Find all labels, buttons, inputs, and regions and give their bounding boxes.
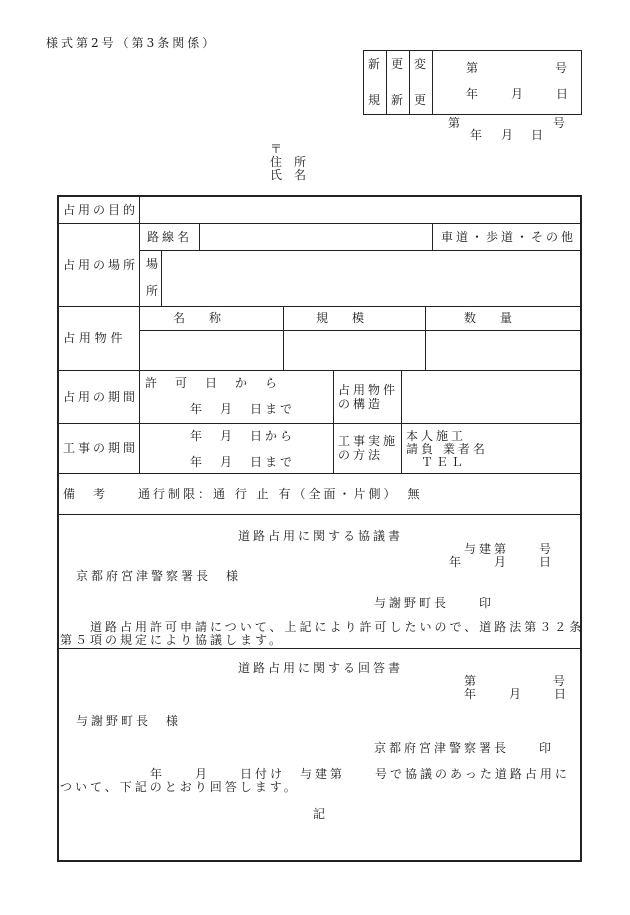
method-label-2: の方法 <box>338 448 384 462</box>
reply-sender: 京都府宮津警察署長 印 <box>374 741 555 755</box>
address-label: 住 所 <box>270 155 307 169</box>
consult-sender: 与謝野町長 印 <box>374 596 495 610</box>
contractor-name: 請負 業者名 <box>406 442 488 456</box>
reply-number-dai: 第 <box>464 674 477 688</box>
reply-ki: 記 <box>313 807 326 821</box>
form-number-label: 様式第2号（第3条関係） <box>46 36 218 50</box>
consult-title: 道路占用に関する協議書 <box>238 529 404 543</box>
period-label: 占用の期間 <box>63 390 139 404</box>
remarks-row: 備 考 通行制限：通 行 止 有（全面・片側） 無 <box>63 487 423 501</box>
structure-label-2: の構造 <box>338 397 384 411</box>
reply-body-2: ついて、下記のとおり回答します。 <box>60 780 299 794</box>
method-label-1: 工事実施 <box>338 434 399 448</box>
reply-number-go: 号 <box>553 674 566 688</box>
header-date-day: 日 <box>531 128 544 142</box>
col-scale-header: 規 模 <box>316 311 371 325</box>
purpose-label: 占用の目的 <box>63 203 139 217</box>
header-number-dai: 第 <box>448 116 461 130</box>
stamp-new-1: 新 <box>368 57 381 71</box>
item-label: 占 用 物 件 <box>63 331 123 345</box>
contractor-self: 本人施工 <box>406 429 467 443</box>
col-quantity-header: 数 量 <box>464 311 519 325</box>
stamp-renew-1: 更 <box>391 57 404 71</box>
route-name-label: 路線名 <box>147 230 193 244</box>
consult-body-1: 道路占用許可申請について、上記により許可したいので、道路法第３２条 <box>90 620 585 634</box>
postal-mark: 〒 <box>270 142 283 156</box>
name-label: 氏 名 <box>270 168 307 182</box>
reply-date: 年 月 日 <box>464 687 570 701</box>
stamp-date-year: 年 <box>466 87 479 101</box>
place-ba: 場 <box>146 257 159 271</box>
stamp-number-dai: 第 <box>466 61 479 75</box>
place-sho: 所 <box>146 284 159 298</box>
reply-recipient: 与謝野町長 様 <box>76 714 182 728</box>
contractor-tel: ＴＥＬ <box>421 455 467 469</box>
reply-title: 道路占用に関する回答書 <box>238 661 404 675</box>
road-part-label: 車道・歩道・その他 <box>441 230 577 244</box>
place-label: 占用の場所 <box>63 258 139 272</box>
stamp-renew-2: 新 <box>391 93 404 107</box>
consult-date: 年 月 日 <box>449 555 555 569</box>
header-date-year: 年 <box>470 128 483 142</box>
work-until-text: 年 月 日まで <box>190 455 296 469</box>
work-period-label: 工事の期間 <box>63 441 139 455</box>
permit-until-text: 年 月 日まで <box>190 402 296 416</box>
stamp-number-go: 号 <box>555 61 568 75</box>
permit-from-text: 許 可 日 か ら <box>145 376 281 390</box>
col-name-header: 名 称 <box>173 311 228 325</box>
stamp-change-1: 変 <box>414 57 427 71</box>
work-from-text: 年 月 日から <box>190 429 296 443</box>
stamp-date-day: 日 <box>556 87 569 101</box>
consult-body-2: 第５項の規定により協議します。 <box>60 633 285 647</box>
consult-recipient: 京都府宮津警察署長 様 <box>76 569 242 583</box>
stamp-change-2: 更 <box>414 93 427 107</box>
header-date-month: 月 <box>501 128 514 142</box>
header-number-go: 号 <box>553 116 566 130</box>
stamp-new-2: 規 <box>368 93 381 107</box>
consult-ref: 与建第 号 <box>464 542 555 556</box>
structure-label-1: 占用物件 <box>338 383 399 397</box>
reply-body-1: 年 月 日付け 与建第 号で協議のあった道路占用に <box>150 767 570 781</box>
stamp-date-month: 月 <box>511 87 524 101</box>
